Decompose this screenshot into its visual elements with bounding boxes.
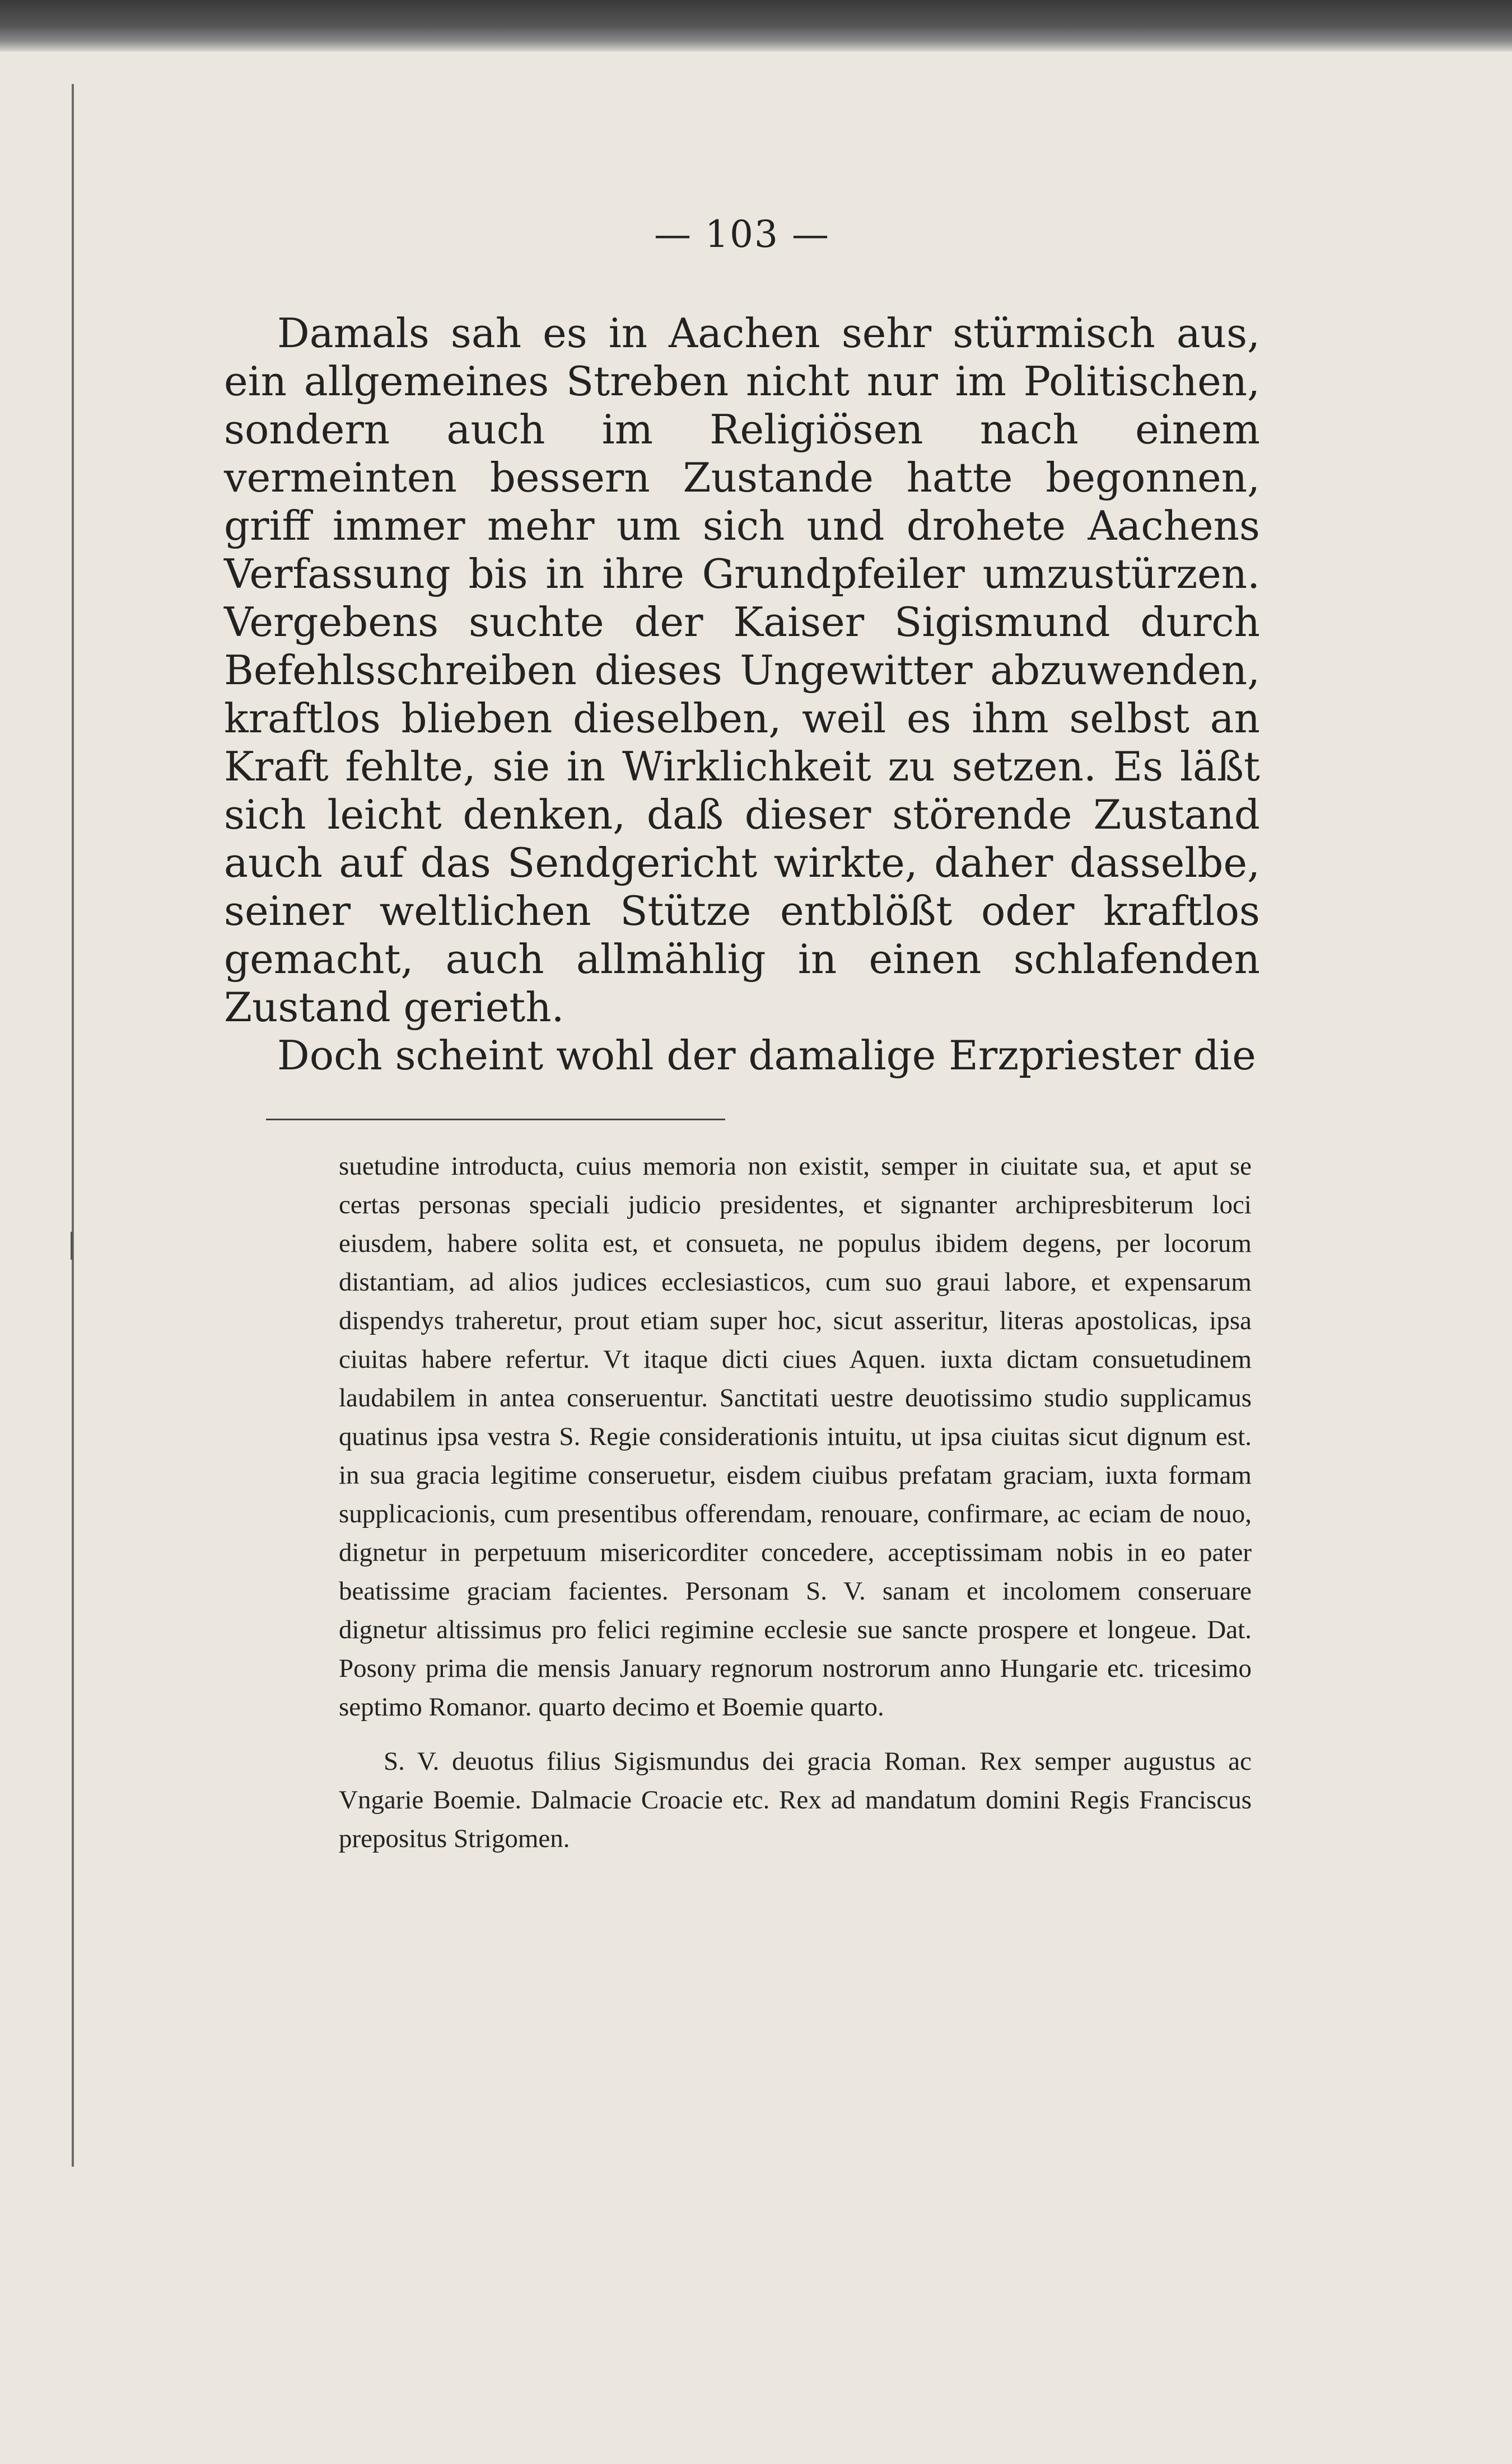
footnote-divider bbox=[266, 1119, 725, 1120]
footnote bbox=[339, 1147, 1252, 1858]
footnote-signature: S. V. deuotus filius Sigismundus dei gracia Roman. Rex semper augustus ac Vngarie Boemie. Dalmacie Croacie etc. Rex ad mandatum domini Regis Franciscus prepositus Strigomen. bbox=[339, 1747, 1252, 1853]
book-page bbox=[224, 213, 1260, 1858]
footnote-body: suetudine introducta, cuius memoria non existit, semper in ciuitate sua, et aput se certas personas speciali judicio presidentes, et signanter archipresbiterum loci eiusdem, habere solita est, et consueta, ne populus ibidem degens, per locorum distantiam, ad alios judices ecclesiasticos, cum suo graui labore, et expensarum dispendys traheretur, prout etiam super hoc, sicut asseritur, literas apostolicas, ipsa ciuitas habere refertur. Vt itaque dicti ciues Aquen. iuxta dictam consuetudinem laudabilem in antea conseruentur. Sanctitati uestre deuotissimo studio supplicamus quatinus ipsa vestra S. Regie considerationis intuitu, ut ipsa ciuitas sicut dignum est. in sua gracia legitime conseruetur, eisdem ciuibus prefatam graciam, iuxta formam supplicacionis, cum presentibus offerendam, renouare, confirmare, ac eciam de nouo, dignetur in perpetuum misericorditer concedere, acceptissimam nobis in eo pater beatissime graciam facientes. Personam S. V. sanam et incolomem conseruare dignetur altissimus pro felici regimine ecclesie sue sancte prospere et longeue. Dat. Posony prima die mensis January regnorum nostrorum anno Hungarie etc. tricesimo septimo Romanor. quarto decimo et Boemie quarto. bbox=[339, 1152, 1252, 1722]
main-text bbox=[224, 309, 1260, 1079]
page-gutter-line bbox=[72, 84, 74, 2167]
page-number: — 103 — bbox=[654, 213, 830, 256]
scan-top-edge bbox=[0, 0, 1512, 52]
margin-mark bbox=[71, 1232, 80, 1260]
main-paragraph-2: Doch scheint wohl der damalige Erzpriester die bbox=[277, 1032, 1256, 1079]
main-paragraph-1: Damals sah es in Aachen sehr stürmisch aus, ein allgemeines Streben nicht nur im Politischen, sondern auch im Religiösen nach einem vermeinten bessern Zustande hatte begonnen, griff immer mehr um sich und drohete Aachens Verfassung bis in ihre Grundpfeiler umzustürzen. Vergebens suchte der Kaiser Sigismund durch Befehlsschreiben dieses Ungewitter abzuwenden, kraftlos blieben dieselben, weil es ihm selbst an Kraft fehlte, sie in Wirklichkeit zu setzen. Es läßt sich leicht denken, daß dieser störende Zustand auch auf das Sendgericht wirkte, daher dasselbe, seiner weltlichen Stütze entblößt oder kraftlos gemacht, auch allmählig in einen schlafenden Zustand gerieth. bbox=[224, 310, 1260, 1031]
